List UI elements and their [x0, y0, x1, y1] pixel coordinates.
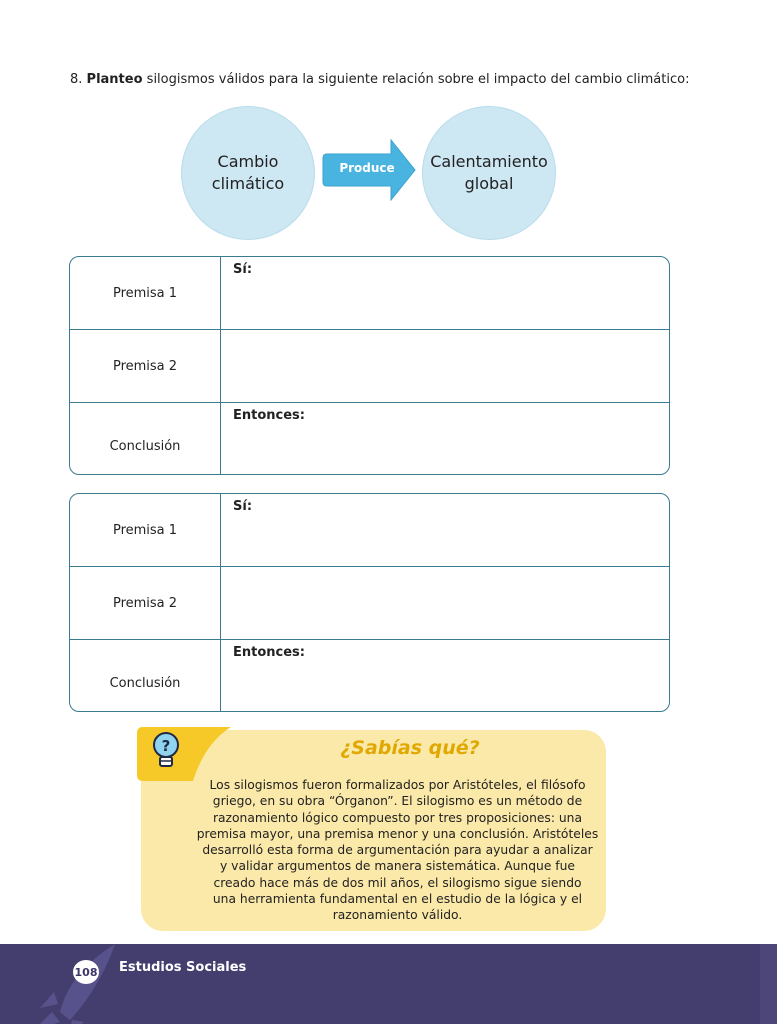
tip-line: premisa mayor, una premisa menor y una conclusión. Aristóteles — [196, 826, 599, 841]
syllogism-table-1 — [69, 256, 670, 475]
effect-line-1: Calentamiento — [430, 152, 548, 171]
svg-text:?: ? — [161, 737, 171, 755]
cause-line-1: Cambio — [217, 152, 279, 171]
premise-2-row — [70, 329, 669, 402]
question-text: silogismos válidos para la siguiente relación sobre el impacto del cambio climático: — [146, 72, 690, 87]
tip-line: razonamiento lógico compuesto por tres proposiciones: una — [212, 810, 583, 825]
tip-line: creado hace más de dos mil años, el silogismo sigue siendo — [213, 875, 582, 890]
premise-1-field[interactable] — [221, 494, 669, 566]
cause-line-2: climático — [211, 174, 285, 193]
tip-line: desarrolló esta forma de argumentación para ayudar a analizar — [202, 843, 593, 858]
tip-line: y validar argumentos de manera sistemática. Aunque fue — [219, 859, 575, 874]
premise-1-label: Premisa 1 — [70, 257, 221, 329]
premise-2-row — [70, 566, 669, 639]
premise-1-prefix: Sí: — [233, 499, 253, 514]
effect-line-2: global — [464, 174, 514, 193]
did-you-know-text — [185, 777, 610, 924]
effect-circle — [422, 106, 556, 240]
premise-2-field[interactable] — [221, 330, 669, 402]
did-you-know-title: ¿Sabías qué? — [340, 737, 480, 759]
tip-line: una herramienta fundamental en el estudio de la lógica y el — [212, 892, 583, 907]
conclusion-field[interactable] — [221, 640, 669, 712]
question-number: 8. — [70, 72, 83, 87]
premise-2-label: Premisa 2 — [70, 567, 221, 639]
premise-2-label: Premisa 2 — [70, 330, 221, 402]
conclusion-prefix: Entonces: — [233, 645, 305, 660]
conclusion-label: Conclusión — [70, 640, 221, 712]
lightbulb-icon — [149, 730, 183, 770]
subject-title: Estudios Sociales — [119, 960, 247, 975]
tip-line: griego, en su obra “Órganon”. El silogismo es un método de — [212, 794, 583, 809]
question-statement — [70, 72, 689, 87]
premise-1-row — [70, 257, 669, 329]
premise-2-field[interactable] — [221, 567, 669, 639]
conclusion-row — [70, 402, 669, 475]
page-number: 108 — [73, 960, 99, 984]
premise-1-field[interactable] — [221, 257, 669, 329]
conclusion-field[interactable] — [221, 403, 669, 475]
conclusion-label: Conclusión — [70, 403, 221, 475]
premise-1-prefix: Sí: — [233, 262, 253, 277]
cause-circle — [181, 106, 315, 240]
question-verb: Planteo — [86, 72, 143, 87]
premise-1-label: Premisa 1 — [70, 494, 221, 566]
syllogism-table-2 — [69, 493, 670, 712]
rocket-icon — [30, 942, 120, 1024]
conclusion-row — [70, 639, 669, 712]
arrow-label: Produce — [339, 161, 395, 175]
tip-line: Los silogismos fueron formalizados por Aristóteles, el filósofo — [209, 778, 586, 792]
tip-line: razonamiento válido. — [332, 908, 463, 923]
footer-edge — [760, 944, 777, 1024]
conclusion-prefix: Entonces: — [233, 408, 305, 423]
premise-1-row — [70, 494, 669, 566]
